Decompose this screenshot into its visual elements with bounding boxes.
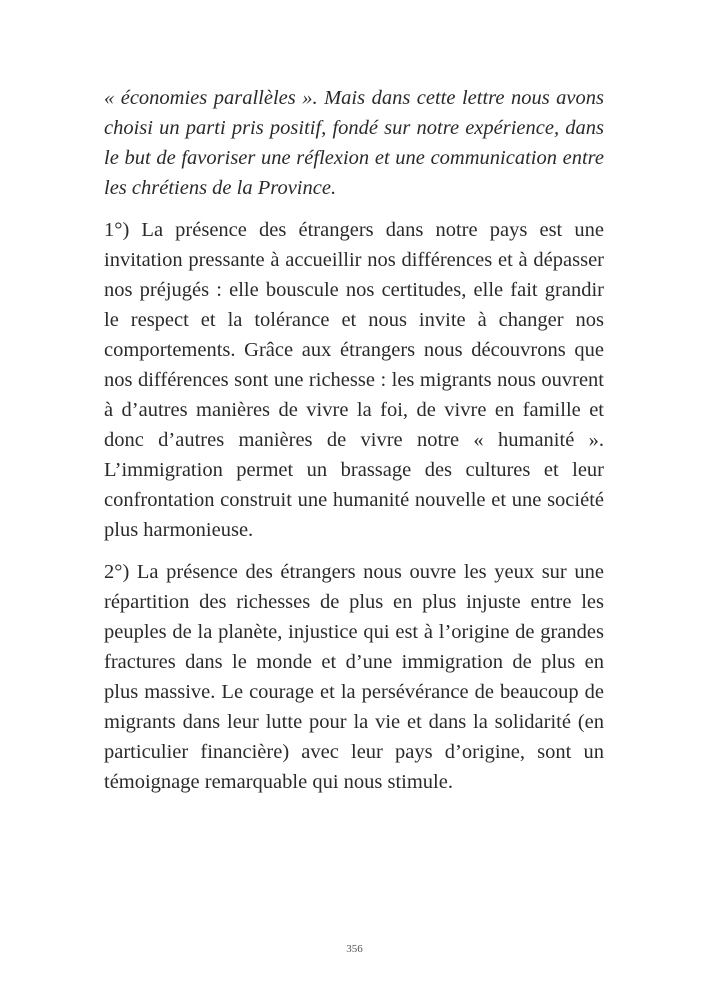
page-body (104, 83, 604, 797)
page-number: 356 (346, 943, 363, 955)
paragraph-point-2: 2°) La présence des étrangers nous ouvre les yeux sur une répartition des richesses de plus en plus injuste entre les peuples de la planète, injustice qui est à l’origine de grandes fractures dans le monde et d’une immigration de plus en plus massive. Le courage et la persévérance de beaucoup de migrants dans leur lutte pour la vie et dans la solidarité (en particulier financière) avec leur pays d’origine, sont un témoignage remarquable qui nous stimule. (104, 561, 604, 793)
paragraph-intro: « économies parallèles ». Mais dans cette lettre nous avons choisi un parti pris positif, fondé sur notre expérience, dans le but de favoriser une réflexion et une communication entre les chrétiens de la Province. (104, 87, 604, 199)
paragraph-point-1: 1°) La présence des étrangers dans notre pays est une invitation pressante à accueillir nos différences et à dépasser nos préjugés : elle bouscule nos certitudes, elle fait grandir le respect et la tolérance et nous invite à changer nos comportements. Grâce aux étrangers nous découvrons que nos différences sont une richesse : les migrants nous ouvrent à d’autres manières de vivre la foi, de vivre en famille et donc d’autres manières de vivre notre « humanité ». L’immigration permet un brassage des cultures et leur confrontation construit une humanité nouvelle et une société plus harmonieuse. (104, 219, 604, 541)
